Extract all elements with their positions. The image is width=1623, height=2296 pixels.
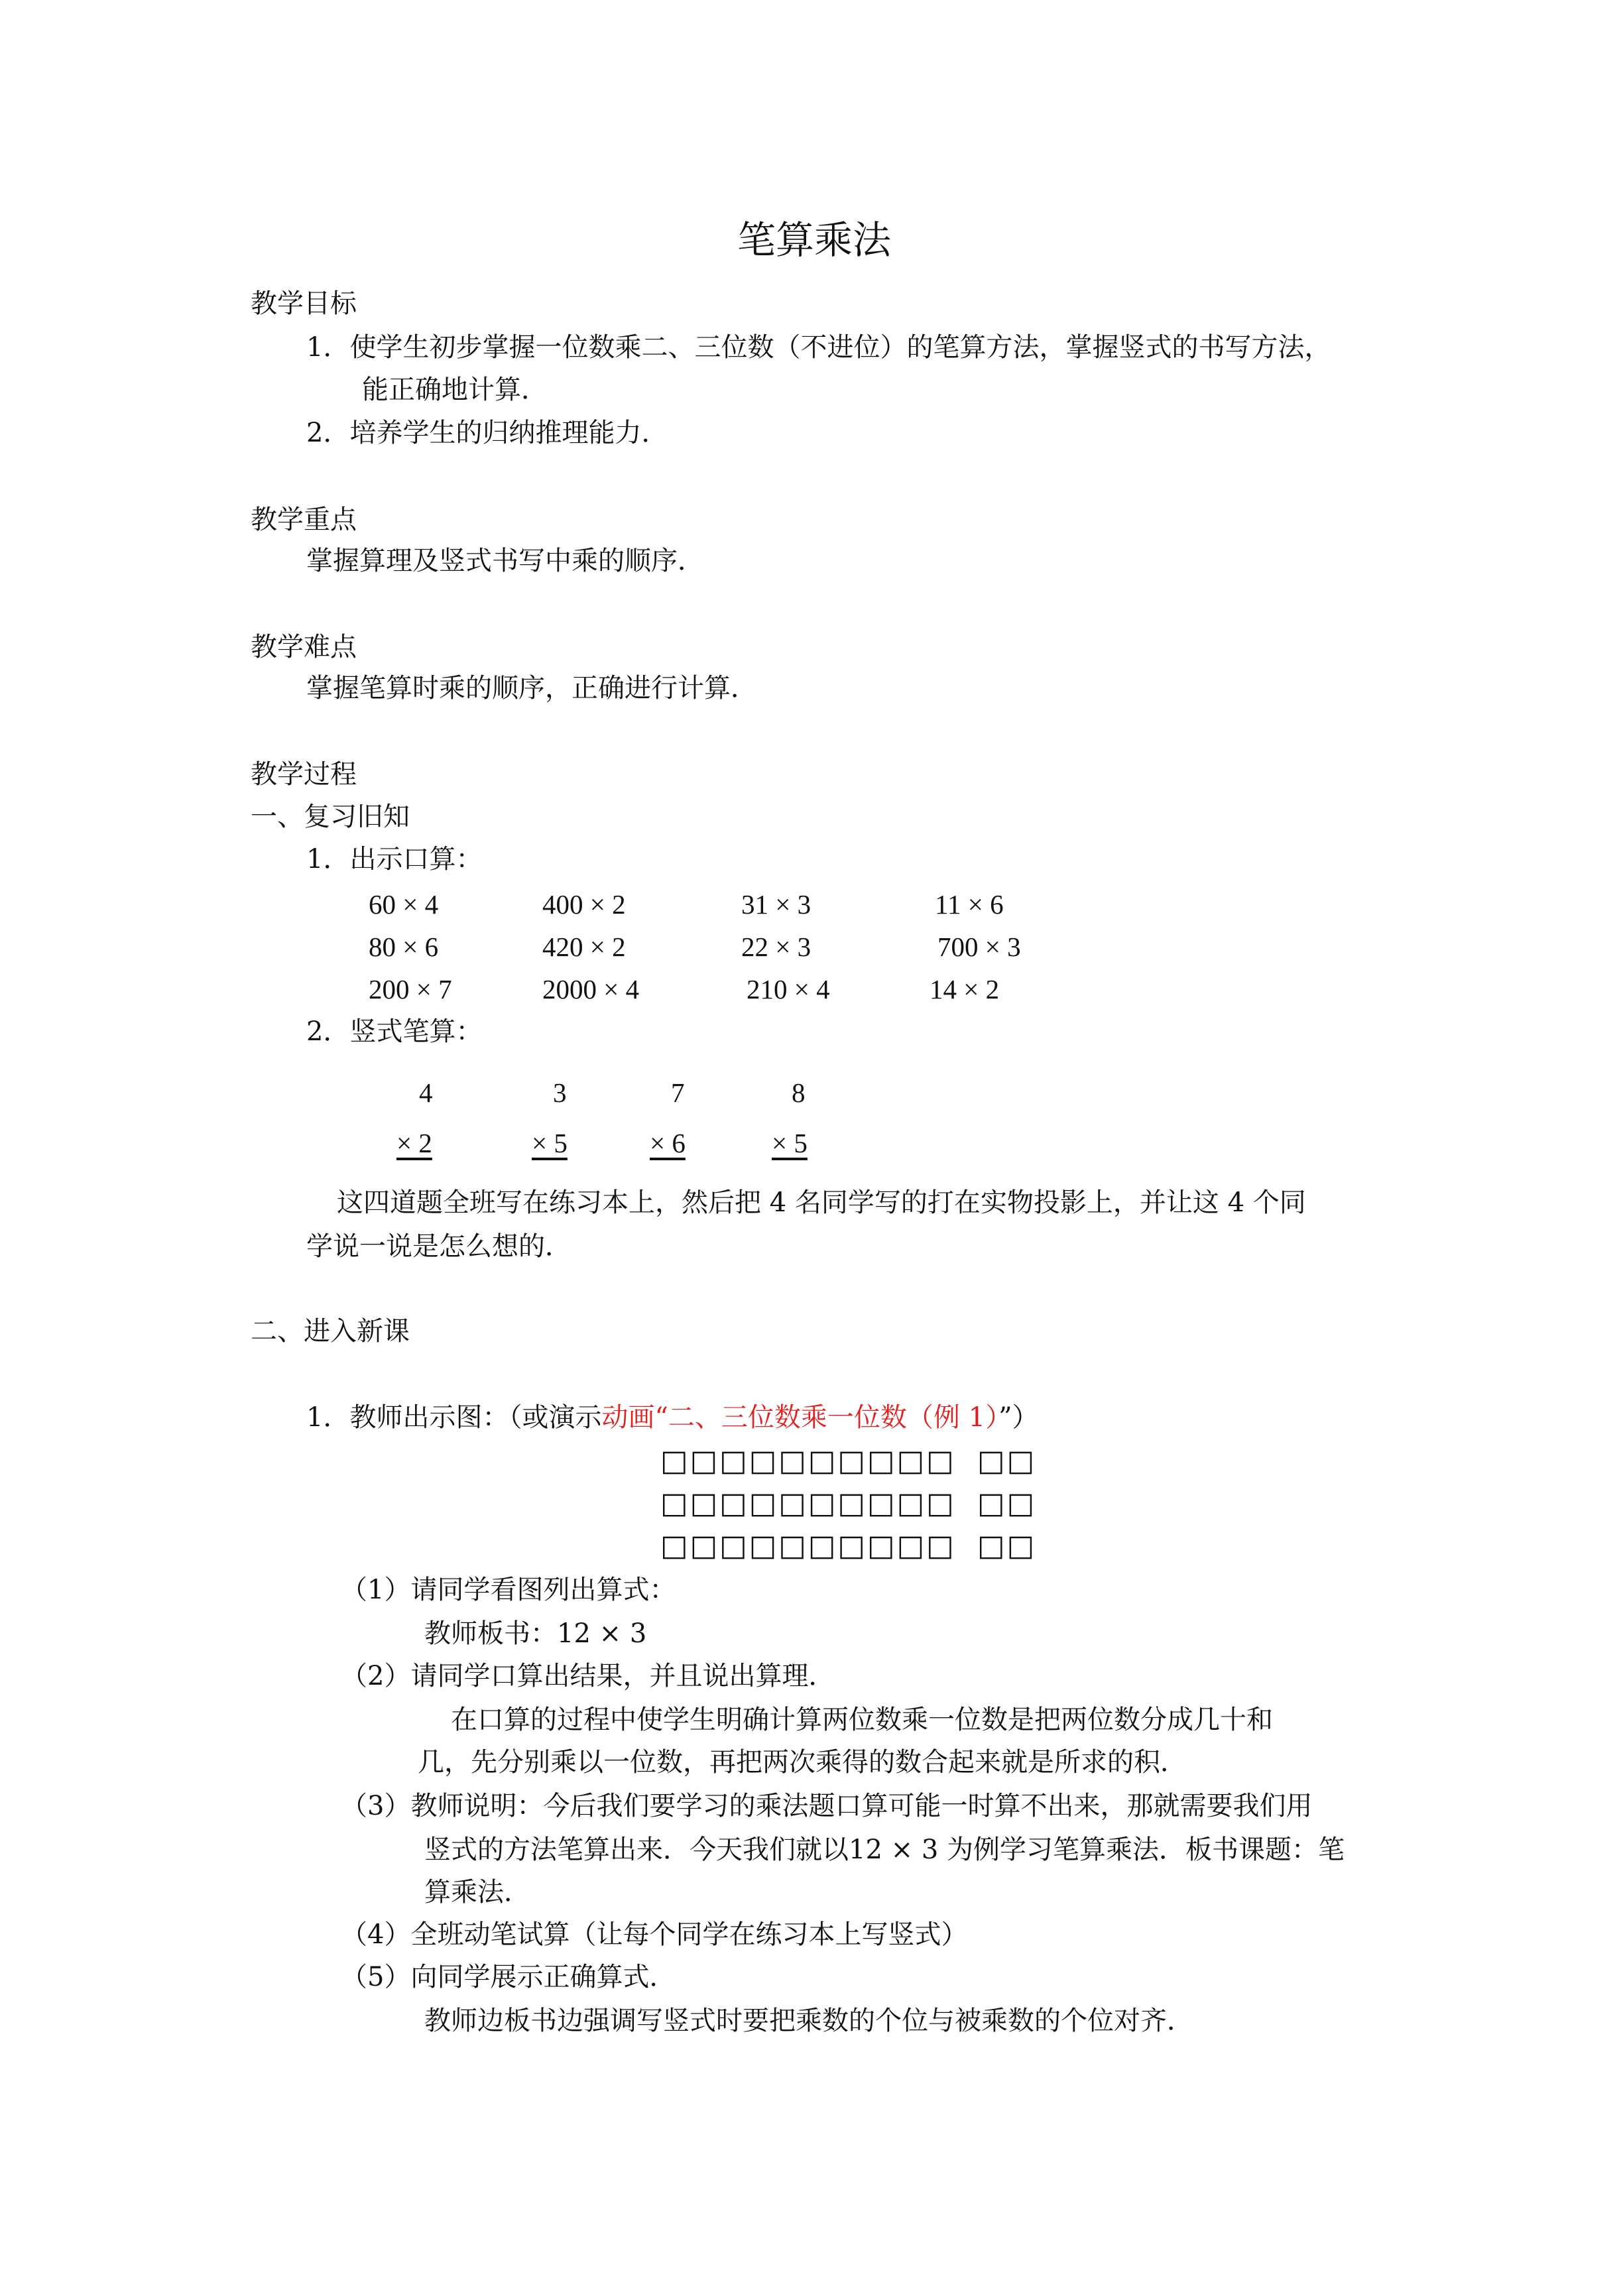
teacher-shows-suffix: ”） xyxy=(998,1402,1039,1433)
square-row: □□□□□□□□□□ xyxy=(660,1486,956,1520)
vertical-calc-top: 4 xyxy=(419,1077,433,1108)
square-row-short: □□ xyxy=(977,1486,1037,1520)
goal-item-1: 1．使学生初步掌握一位数乘二、三位数（不进位）的笔算方法，掌握竖式的书写方法， xyxy=(306,332,1331,363)
oral-calc-item: 60 × 4 xyxy=(369,889,439,920)
difficulty-text: 掌握笔算时乘的顺序，正确进行计算． xyxy=(306,673,757,703)
oral-calc-heading: 1．出示口算： xyxy=(306,844,483,875)
teacher-shows-figure xyxy=(306,1399,1039,1436)
step-5: （5）向同学展示正确算式． xyxy=(341,1962,676,1992)
step-2: （2）请同学口算出结果，并且说出算理． xyxy=(341,1661,835,1691)
step-3-continued: 算乘法． xyxy=(424,1877,530,1907)
oral-calc-item: 400 × 2 xyxy=(542,889,626,920)
square-row: □□□□□□□□□□ xyxy=(660,1529,956,1563)
vertical-calc-multiplier: × 5 xyxy=(532,1128,568,1158)
oral-calc-item: 80 × 6 xyxy=(369,932,439,962)
oral-calc-item: 420 × 2 xyxy=(542,932,626,962)
vertical-calc-top: 7 xyxy=(671,1077,685,1108)
oral-calc-item: 22 × 3 xyxy=(741,932,812,962)
goals-heading: 教学目标 xyxy=(251,288,357,319)
process-heading: 教学过程 xyxy=(251,759,357,790)
step-5-note: 教师边板书边强调写竖式时要把乘数的个位与被乘数的个位对齐． xyxy=(424,2006,1193,2036)
oral-calc-item: 2000 × 4 xyxy=(542,974,640,1004)
step-1: （1）请同学看图列出算式： xyxy=(341,1575,676,1605)
teacher-shows-prefix: 1．教师出示图：（或演示 xyxy=(306,1402,602,1433)
step-3: （3）教师说明：今后我们要学习的乘法题口算可能一时算不出来，那就需要我们用 xyxy=(341,1791,1313,1821)
square-row: □□□□□□□□□□ xyxy=(660,1444,956,1478)
step-2-note: 在口算的过程中使学生明确计算两位数乘一位数是把两位数分成几十和 xyxy=(451,1705,1273,1735)
review-note: 这四道题全班写在练习本上，然后把 4 名同学写的打在实物投影上，并让这 4 个同 xyxy=(337,1187,1306,1218)
goal-item-2: 2．培养学生的归纳推理能力． xyxy=(306,418,668,448)
oral-calc-item: 11 × 6 xyxy=(935,889,1004,920)
oral-calc-item: 200 × 7 xyxy=(369,974,452,1004)
oral-calc-item: 14 × 2 xyxy=(930,974,1000,1004)
square-row-short: □□ xyxy=(977,1529,1037,1563)
step-2-note-continued: 几，先分别乘以一位数，再把两次乘得的数合起来就是所求的积． xyxy=(418,1747,1187,1778)
key-point-heading: 教学重点 xyxy=(251,505,357,535)
vertical-calc-top: 3 xyxy=(553,1077,567,1108)
review-heading: 一、复习旧知 xyxy=(251,802,410,832)
vertical-calc-multiplier: × 6 xyxy=(650,1128,686,1158)
review-note-continued: 学说一说是怎么想的． xyxy=(306,1231,571,1262)
step-4: （4）全班动笔试算（让每个同学在练习本上写竖式） xyxy=(341,1919,968,1950)
key-point-text: 掌握算理及竖式书写中乘的顺序． xyxy=(306,546,704,576)
vertical-calc-multiplier: × 5 xyxy=(772,1128,808,1158)
difficulty-heading: 教学难点 xyxy=(251,632,357,662)
step-3-continued: 竖式的方法笔算出来．今天我们就以12 × 3 为例学习笔算乘法．板书课题：笔 xyxy=(424,1835,1345,1865)
step-1-board: 教师板书：12 × 3 xyxy=(424,1618,647,1649)
animation-link[interactable]: 动画“二、三位数乘一位数（例 1） xyxy=(601,1402,999,1433)
vertical-calc-top: 8 xyxy=(792,1077,806,1108)
square-row-short: □□ xyxy=(977,1444,1037,1478)
oral-calc-item: 210 × 4 xyxy=(747,974,830,1004)
vertical-calc-multiplier: × 2 xyxy=(396,1128,432,1158)
vertical-calc-heading: 2．竖式笔算： xyxy=(306,1016,483,1047)
oral-calc-item: 31 × 3 xyxy=(741,889,812,920)
goal-item-1-continued: 能正确地计算． xyxy=(362,375,548,405)
oral-calc-item: 700 × 3 xyxy=(937,932,1021,962)
new-lesson-heading: 二、进入新课 xyxy=(251,1316,410,1347)
page-title: 笔算乘法 xyxy=(737,217,892,263)
